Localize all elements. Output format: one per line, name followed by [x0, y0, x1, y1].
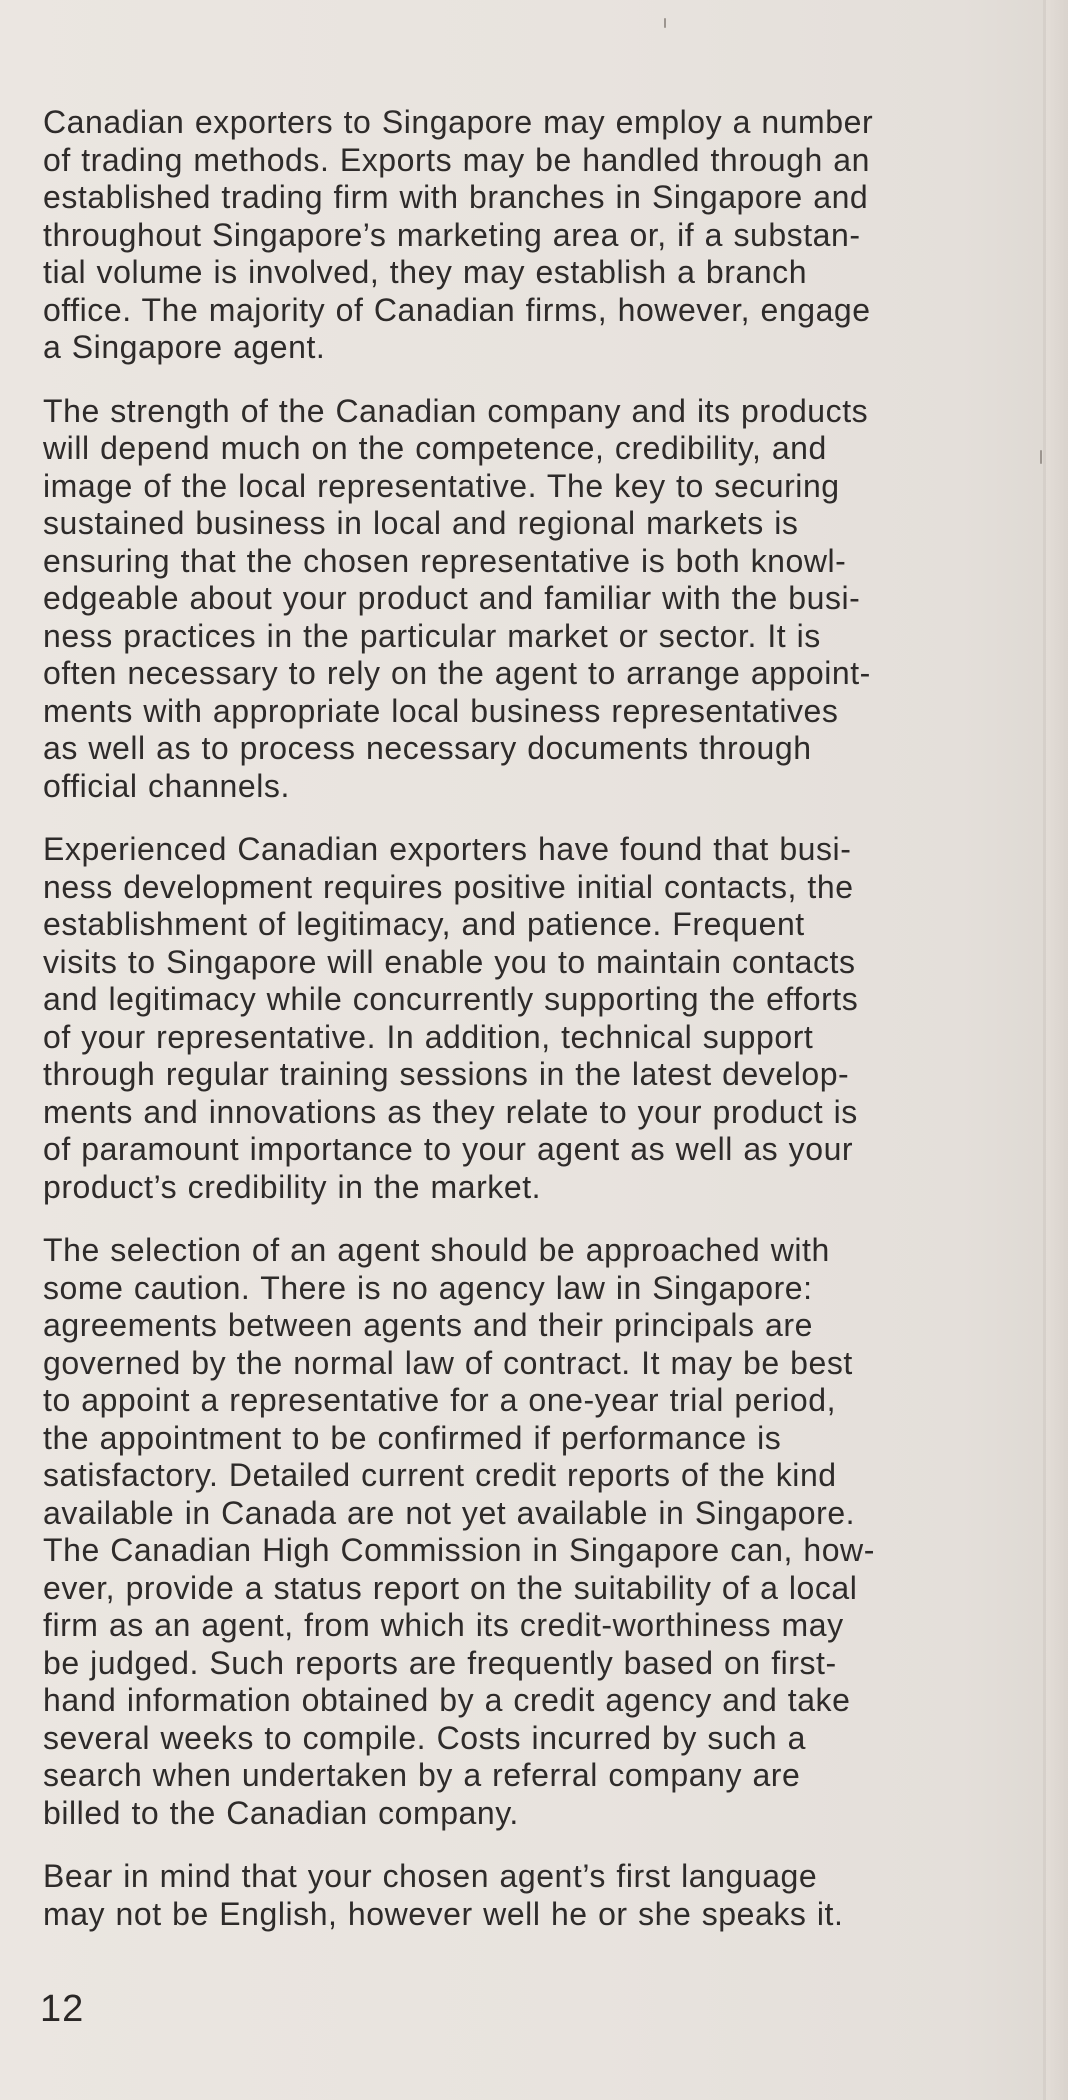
page-edge [1046, 0, 1068, 2100]
paragraph-trading-methods: Canadian exporters to Singapore may employ a number of trading methods. Exports may be handled through an established trading firm with branches in Singapore and throughout Singapore’s marketing area or, if a substan- tial volume is involved, they may establish a branch office. The majority of Canadian firms, however, engage a Singapore agent. [43, 104, 874, 365]
paragraph-business-development: Experienced Canadian exporters have found that busi- ness development requires positive initial contacts, the establishment of legitimacy, and patience. Frequent visits to Singapore will enable you to maintain contacts and legitimacy while concurrently supporting the efforts of your representative. In addition, technical support through regular training sessions in the latest develop- ments and innovations as they relate to your product is of paramount importance to your agent as well as your product’s credibility in the market. [43, 831, 859, 1205]
print-speck [664, 18, 666, 28]
page-fold-line [1043, 0, 1046, 2100]
body-text [43, 104, 983, 1959]
print-speck [1040, 450, 1042, 464]
paragraph-language-note: Bear in mind that your chosen agent’s first language may not be English, however well he or she speaks it. [43, 1858, 844, 1932]
page-number: 12 [40, 1988, 85, 2030]
paragraph-representative-strength: The strength of the Canadian company and its products will depend much on the competence, credibility, and image of the local representative. The key to securing sustained business in local and regional markets is ensuring that the chosen representative is both knowl- edgeable about your product and familiar with the busi- ness practices in the particular market or sector. It is often necessary to rely on the agent to arrange appoint- ments with appropriate local business representatives as well as to process necessary documents through official channels. [43, 392, 871, 804]
paragraph-agent-selection: The selection of an agent should be approached with some caution. There is no agency law in Singapore: agreements between agents and their principals are governed by the normal law of contract. It may be best to appoint a representative for a one-year trial period, the appointment to be confirmed if performance is satisfactory. Detailed current credit reports of the kind available in Canada are not yet available in Singapore. The Canadian High Commission in Singapore can, how- ever, provide a status report on the suitability of a local firm as an agent, from which its credit-worthiness may be judged. Such reports are frequently based on first- hand information obtained by a credit agency and take several weeks to compile. Costs incurred by such a search when undertaken by a referral company are billed to the Canadian company. [43, 1232, 875, 1831]
